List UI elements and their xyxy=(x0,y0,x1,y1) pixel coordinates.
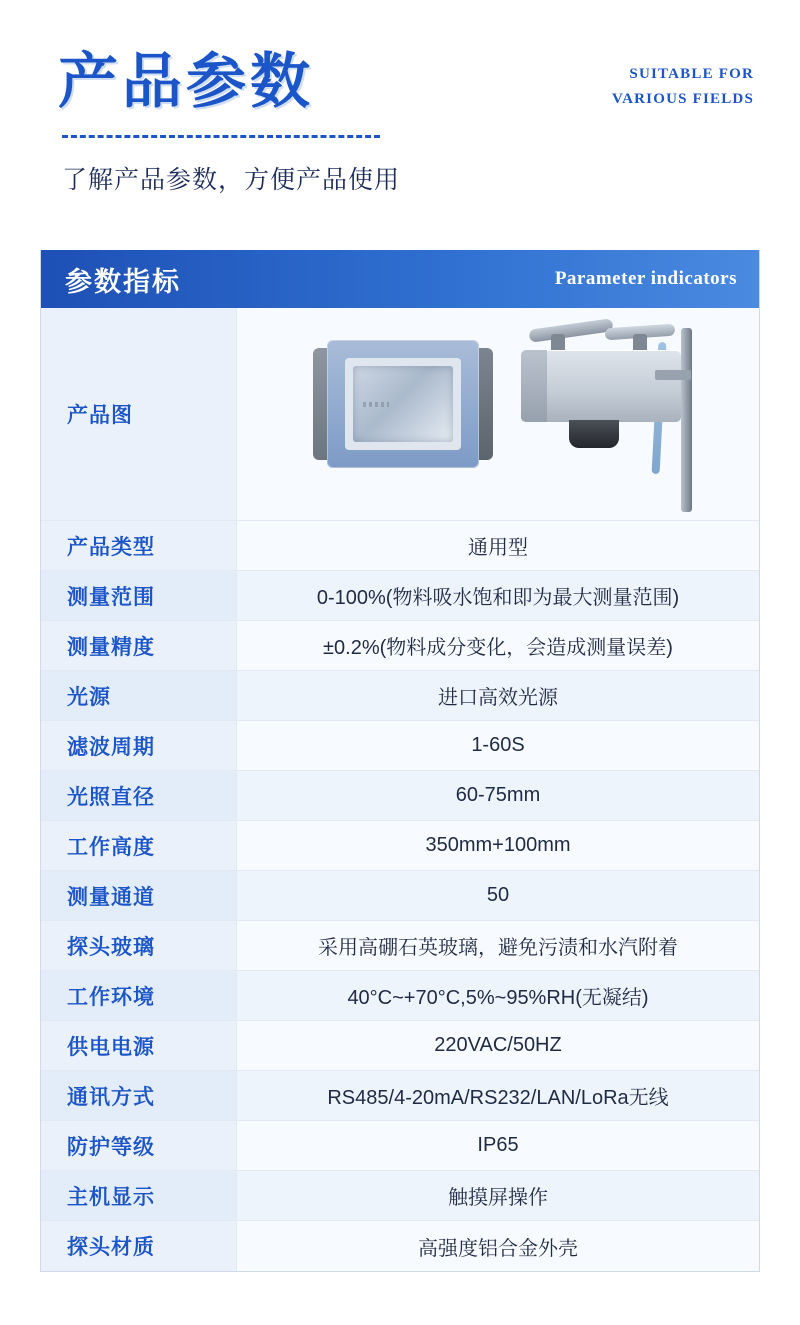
row-label: 通讯方式 xyxy=(41,1071,237,1120)
table-row xyxy=(41,671,759,721)
row-value: 220VAC/50HZ xyxy=(237,1021,759,1070)
table-header-title-cn: 参数指标 xyxy=(65,266,181,297)
row-value: 通用型 xyxy=(237,521,759,570)
row-label: 光源 xyxy=(41,671,237,720)
row-label: 探头玻璃 xyxy=(41,921,237,970)
sensor-mounted-view-image xyxy=(505,316,725,512)
row-value: 进口高效光源 xyxy=(237,671,759,720)
row-value xyxy=(237,308,759,520)
row-label: 测量精度 xyxy=(41,621,237,670)
divider xyxy=(62,135,380,138)
row-value: 触摸屏操作 xyxy=(237,1171,759,1220)
page-subtitle: 了解产品参数，方便产品使用 xyxy=(62,166,401,194)
table-row xyxy=(41,771,759,821)
table-row xyxy=(41,821,759,871)
header-english-tagline xyxy=(612,62,754,112)
row-value: 50 xyxy=(237,871,759,920)
row-label: 探头材质 xyxy=(41,1221,237,1271)
row-value: 采用高硼石英玻璃，避免污渍和水汽附着 xyxy=(237,921,759,970)
table-row xyxy=(41,1171,759,1221)
row-value: 高强度铝合金外壳 xyxy=(237,1221,759,1271)
row-label: 光照直径 xyxy=(41,771,237,820)
row-label: 工作高度 xyxy=(41,821,237,870)
table-row xyxy=(41,1121,759,1171)
table-row xyxy=(41,971,759,1021)
page-title: 产品参数 xyxy=(58,47,314,117)
table-row xyxy=(41,1021,759,1071)
row-label: 测量通道 xyxy=(41,871,237,920)
row-value: 40°C~+70°C,5%~95%RH(无凝结) xyxy=(237,971,759,1020)
row-value: IP65 xyxy=(237,1121,759,1170)
row-label: 产品图 xyxy=(41,308,237,520)
sensor-front-view-image xyxy=(313,340,493,468)
row-value: ±0.2%(物料成分变化，会造成测量误差) xyxy=(237,621,759,670)
row-value: 60-75mm xyxy=(237,771,759,820)
tagline-line-2: VARIOUS FIELDS xyxy=(612,90,754,107)
row-label: 产品类型 xyxy=(41,521,237,570)
table-row xyxy=(41,1071,759,1121)
table-row xyxy=(41,721,759,771)
row-label: 供电电源 xyxy=(41,1021,237,1070)
row-label: 测量范围 xyxy=(41,571,237,620)
table-row xyxy=(41,521,759,571)
row-value: 1-60S xyxy=(237,721,759,770)
table-row xyxy=(41,921,759,971)
table-body xyxy=(41,521,759,1271)
product-photo xyxy=(237,308,759,520)
row-label: 主机显示 xyxy=(41,1171,237,1220)
table-row xyxy=(41,1221,759,1271)
table-row xyxy=(41,871,759,921)
table-header xyxy=(41,250,759,308)
parameter-table-card xyxy=(40,250,760,1272)
table-row-product-image xyxy=(41,308,759,521)
page-header xyxy=(0,0,800,250)
table-row xyxy=(41,571,759,621)
row-value: 0-100%(物料吸水饱和即为最大测量范围) xyxy=(237,571,759,620)
tagline-line-1: SUITABLE FOR xyxy=(629,66,754,82)
row-label: 滤波周期 xyxy=(41,721,237,770)
row-value: 350mm+100mm xyxy=(237,821,759,870)
row-value: RS485/4-20mA/RS232/LAN/LoRa无线 xyxy=(237,1071,759,1120)
table-row xyxy=(41,621,759,671)
row-label: 工作环境 xyxy=(41,971,237,1020)
table-header-title-en: Parameter indicators xyxy=(554,268,737,289)
row-label: 防护等级 xyxy=(41,1121,237,1170)
